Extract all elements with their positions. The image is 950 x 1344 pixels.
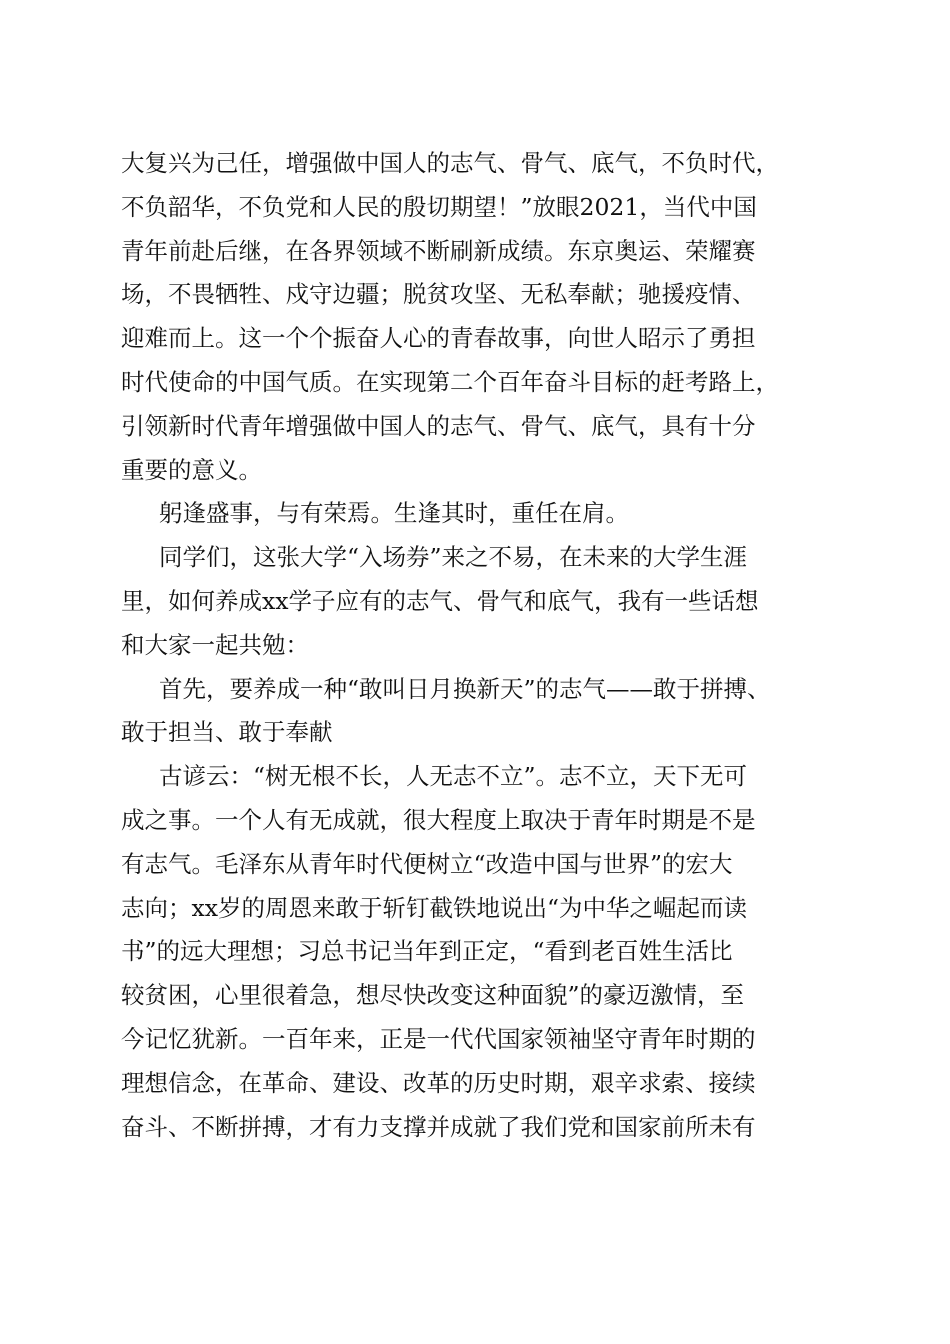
text-line: 古谚云：“树无根不长，人无志不立”。志不立，天下无可 bbox=[159, 762, 748, 791]
text-line: 青年前赴后继，在各界领域不断刷新成绩。东京奥运、荣耀赛 bbox=[121, 236, 756, 265]
text-line: 奋斗、不断拼搏，才有力支撑并成就了我们党和国家前所未有 bbox=[121, 1112, 756, 1141]
document-body bbox=[121, 142, 833, 1149]
paragraph-motto bbox=[121, 492, 833, 536]
paragraph-continuation bbox=[121, 142, 833, 492]
text-line: 重要的意义。 bbox=[121, 455, 262, 484]
text-line: 成之事。一个人有无成就，很大程度上取决于青年时期是不是 bbox=[121, 805, 756, 834]
text-line: 较贫困，心里很着急，想尽快改变这种面貌”的豪迈激情，至 bbox=[121, 981, 745, 1010]
text-line: 今记忆犹新。一百年来，正是一代代国家领袖坚守青年时期的 bbox=[121, 1024, 756, 1053]
paragraph-body bbox=[121, 755, 833, 1149]
section-heading bbox=[121, 668, 833, 756]
text-line: 不负韶华，不负党和人民的殷切期望！”放眼2021，当代中国 bbox=[121, 192, 757, 221]
text-line: 同学们，这张大学“入场券”来之不易，在未来的大学生涯 bbox=[159, 543, 748, 572]
text-line: 引领新时代青年增强做中国人的志气、骨气、底气，具有十分 bbox=[121, 411, 756, 440]
text-line: 志向；xx岁的周恩来敢于斩钉截铁地说出“为中华之崛起而读 bbox=[121, 893, 748, 922]
text-line: 场，不畏牺牲、戍守边疆；脱贫攻坚、无私奉献；驰援疫情、 bbox=[121, 280, 756, 309]
text-line: 和大家一起共勉： bbox=[121, 630, 309, 659]
text-line: 里，如何养成xx学子应有的志气、骨气和底气，我有一些话想 bbox=[121, 586, 759, 615]
text-line: 时代使命的中国气质。在实现第二个百年奋斗目标的赶考路上， bbox=[121, 367, 779, 396]
text-line: 首先，要养成一种“敢叫日月换新天”的志气——敢于拼搏、 bbox=[159, 674, 771, 703]
text-line: 理想信念，在革命、建设、改革的历史时期，艰辛求索、接续 bbox=[121, 1068, 756, 1097]
paragraph-address bbox=[121, 536, 833, 667]
text-line: 有志气。毛泽东从青年时代便树立“改造中国与世界”的宏大 bbox=[121, 849, 733, 878]
text-line: 敢于担当、敢于奉献 bbox=[121, 718, 333, 747]
text-line: 迎难而上。这一个个振奋人心的青春故事，向世人昭示了勇担 bbox=[121, 324, 756, 353]
text-line: 书”的远大理想；习总书记当年到正定，“看到老百姓生活比 bbox=[121, 937, 733, 966]
text-line: 大复兴为己任，增强做中国人的志气、骨气、底气，不负时代， bbox=[121, 149, 779, 177]
text-line: 躬逢盛事，与有荣焉。生逢其时，重任在肩。 bbox=[159, 499, 629, 528]
